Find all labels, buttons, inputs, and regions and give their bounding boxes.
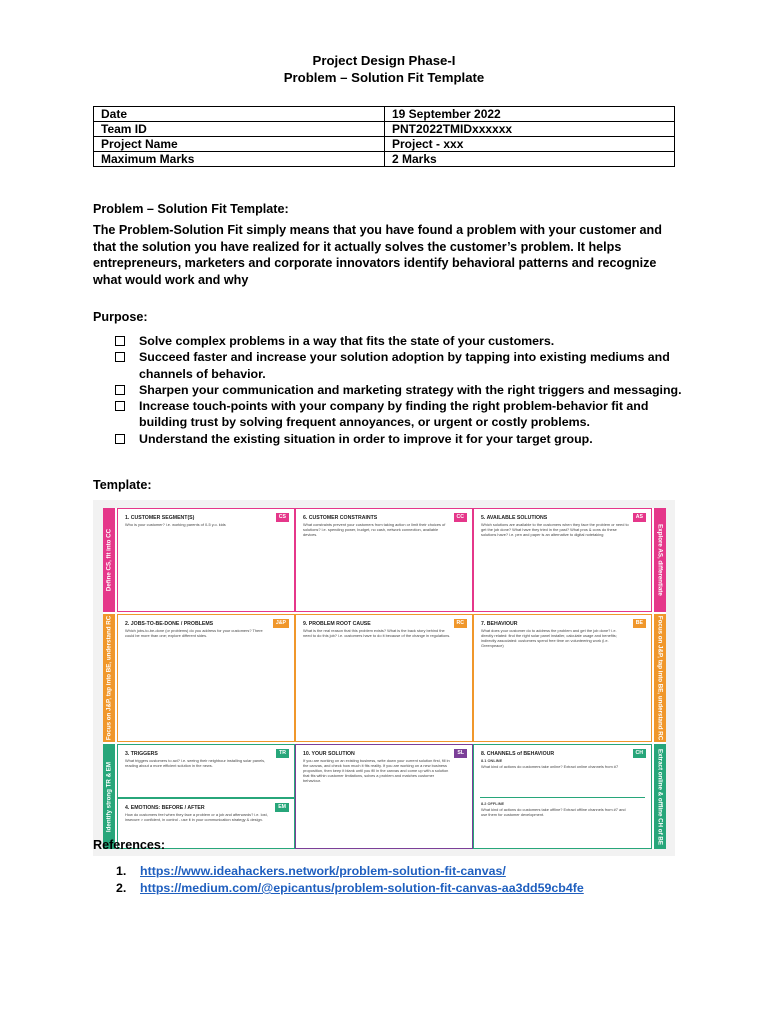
cell-behaviour	[473, 614, 652, 742]
cell-description-offline: What kind of actions do customers take offline? Extract offline channels from #7 and use them for customer development.	[481, 807, 626, 817]
bar-label: Extract online & offline CH of BE	[656, 748, 664, 845]
divider	[480, 797, 645, 798]
list-number: 2.	[116, 881, 127, 895]
cell-tag: J&P	[273, 619, 289, 628]
table-key: Date	[94, 107, 385, 122]
cell-description: Who is your customer? i.e. working parents of 0-5 y.o. kids	[125, 522, 226, 527]
cell-title: 1. CUSTOMER SEGMENT(S)	[125, 515, 195, 521]
cell-title: 8. CHANNELS of BEHAVIOUR	[481, 751, 555, 757]
cell-tag: CC	[454, 513, 468, 522]
cell-triggers	[117, 744, 295, 798]
cell-title: 4. EMOTIONS: BEFORE / AFTER	[125, 805, 205, 811]
right-bar-mid	[654, 614, 666, 742]
cell-tag: RC	[454, 619, 468, 628]
list-item	[115, 382, 695, 398]
list-item	[93, 863, 584, 880]
bar-label: Identify strong TR & EM	[105, 761, 113, 832]
cell-subtitle-offline: 8.2 OFFLINE	[481, 801, 505, 806]
left-bar-mid	[103, 614, 115, 742]
cell-problem-root-cause	[295, 614, 473, 742]
list-item	[115, 431, 695, 447]
list-item	[115, 333, 695, 349]
cell-title: 10. YOUR SOLUTION	[303, 751, 355, 757]
reference-link[interactable]: https://medium.com/@epicantus/problem-solution-fit-canvas-aa3dd59cb4fe	[140, 881, 584, 895]
checkbox-bullet-icon	[115, 336, 125, 346]
cell-description: What is the real reason that this problem exists? What is the back story behind the need to do this job? i.e. customers have to do it because of the change in regulations.	[303, 628, 451, 638]
cell-jobs-to-be-done	[117, 614, 295, 742]
cell-description-online: What kind of actions do customers take online? Extract online channels from #7	[481, 764, 619, 769]
right-bar-bot	[654, 744, 666, 849]
problem-solution-fit-canvas	[93, 500, 675, 856]
cell-tag: CS	[276, 513, 289, 522]
cell-title: 6. CUSTOMER CONSTRAINTS	[303, 515, 378, 521]
list-item-text: Sharpen your communication and marketing strategy with the right triggers and messaging.	[139, 382, 682, 397]
references-list	[93, 863, 584, 897]
cell-tag: TR	[276, 749, 289, 758]
bar-label: Focus on J&P, tap into BE, understand RC	[656, 615, 664, 741]
table-key: Team ID	[94, 122, 385, 137]
list-item	[115, 349, 695, 382]
cell-title: 9. PROBLEM ROOT CAUSE	[303, 621, 371, 627]
table-value: 2 Marks	[385, 152, 675, 167]
table-value: PNT2022TMIDxxxxxx	[385, 122, 675, 137]
table-row	[94, 137, 675, 152]
cell-description: If you are working on an existing business, write down your current solution first, fill in the canvas, and check how much it fits reality. If you are working on a new business proposition, then keep it blank until you fill in the canvas and come up with a solution that fits within customer limitations, solves a problem and matches customer behaviour.	[303, 758, 450, 783]
cell-title: 5. AVAILABLE SOLUTIONS	[481, 515, 548, 521]
cell-tag: EM	[275, 803, 289, 812]
list-number: 1.	[116, 864, 127, 878]
table-row	[94, 122, 675, 137]
cell-available-solutions	[473, 508, 652, 612]
checkbox-bullet-icon	[115, 352, 125, 362]
cell-tag: CH	[633, 749, 647, 758]
list-item-text: Solve complex problems in a way that fits the state of your customers.	[139, 334, 555, 348]
table-value: 19 September 2022	[385, 107, 675, 122]
list-item	[115, 398, 695, 431]
bar-label: Define CS, fit into CC	[105, 528, 113, 592]
table-key: Project Name	[94, 137, 385, 152]
reference-link[interactable]: https://www.ideahackers.network/problem-solution-fit-canvas/	[140, 864, 506, 878]
cell-tag: SL	[454, 749, 467, 758]
cell-customer-constraints	[295, 508, 473, 612]
cell-title: 3. TRIGGERS	[125, 751, 158, 757]
document-title: Project Design Phase-I	[312, 53, 456, 68]
cell-your-solution	[295, 744, 473, 849]
intro-paragraph: The Problem-Solution Fit simply means that you have found a problem with your customer and that the solution you have realized for it actually solves the customer’s problem. It helps entrepreneurs, marketers and corporate innovators identify behavioral patterns and recognize what would work and why	[93, 223, 662, 287]
references-heading: References:	[93, 838, 166, 852]
left-bar-top	[103, 508, 115, 612]
cell-channels-of-behaviour	[473, 744, 652, 849]
project-info-table	[93, 106, 675, 167]
cell-description: What triggers customers to act? i.e. seeing their neighbour installing solar panels, reading about a more efficient solution in the news.	[125, 758, 266, 768]
checkbox-bullet-icon	[115, 401, 125, 411]
cell-description: Which jobs-to-be-done (or problems) do you address for your customers? There could be more than one; explore different sides.	[125, 628, 263, 638]
left-bar-bot	[103, 744, 115, 849]
cell-description: What does your customer do to address the problem and get the job done? i.e. directly related: find the right solar panel installer, calculate usage and benefits; indirectly associated: customers spend free time on volunteering work (i.e. Greenpeace)	[481, 628, 617, 648]
list-item-text: Understand the existing situation in order to improve it for your target group.	[139, 431, 593, 446]
table-value: Project - xxx	[385, 137, 675, 152]
cell-tag: BE	[633, 619, 646, 628]
purpose-list	[115, 333, 695, 447]
list-item-text: Succeed faster and increase your solution adoption by tapping into existing mediums and channels of behavior.	[139, 350, 670, 381]
checkbox-bullet-icon	[115, 385, 125, 395]
right-bar-top	[654, 508, 666, 612]
cell-customer-segments	[117, 508, 295, 612]
cell-description: How do customers feel when they face a problem or a job and afterwards? i.e. lost, insecure > confident, in control - use it in your communication strategy & design.	[125, 812, 268, 822]
cell-title: 7. BEHAVIOUR	[481, 621, 518, 627]
bar-label: Focus on J&P, tap into BE, understand RC	[105, 615, 113, 741]
bar-label: Explore AS, differentiate	[656, 524, 664, 596]
list-item	[93, 880, 584, 897]
cell-description: What constraints prevent your customers from taking action or limit their choices of solutions? i.e. spending power, budget, no cash, network connection, available devices.	[303, 522, 446, 537]
cell-description: Which solutions are available to the customers when they face the problem or need to get the job done? What have they tried in the past? What pros & cons do these solutions have? i.e. pen and paper is an alternative to digital notetaking	[481, 522, 629, 537]
cell-subtitle-online: 8.1 ONLINE	[481, 758, 503, 763]
checkbox-bullet-icon	[115, 434, 125, 444]
purpose-heading: Purpose:	[93, 310, 148, 324]
document-subtitle: Problem – Solution Fit Template	[283, 70, 485, 85]
section-heading: Problem – Solution Fit Template:	[93, 202, 289, 216]
table-key: Maximum Marks	[94, 152, 385, 167]
list-item-text: Increase touch-points with your company by finding the right problem-behavior fit and building trust by solving frequent annoyances, or urgent or costly problems.	[139, 399, 649, 430]
cell-title: 2. JOBS-TO-BE-DONE / PROBLEMS	[125, 621, 214, 627]
table-row	[94, 152, 675, 167]
template-heading: Template:	[93, 478, 152, 492]
cell-tag: AS	[633, 513, 646, 522]
table-row	[94, 107, 675, 122]
canvas-board	[103, 508, 666, 849]
